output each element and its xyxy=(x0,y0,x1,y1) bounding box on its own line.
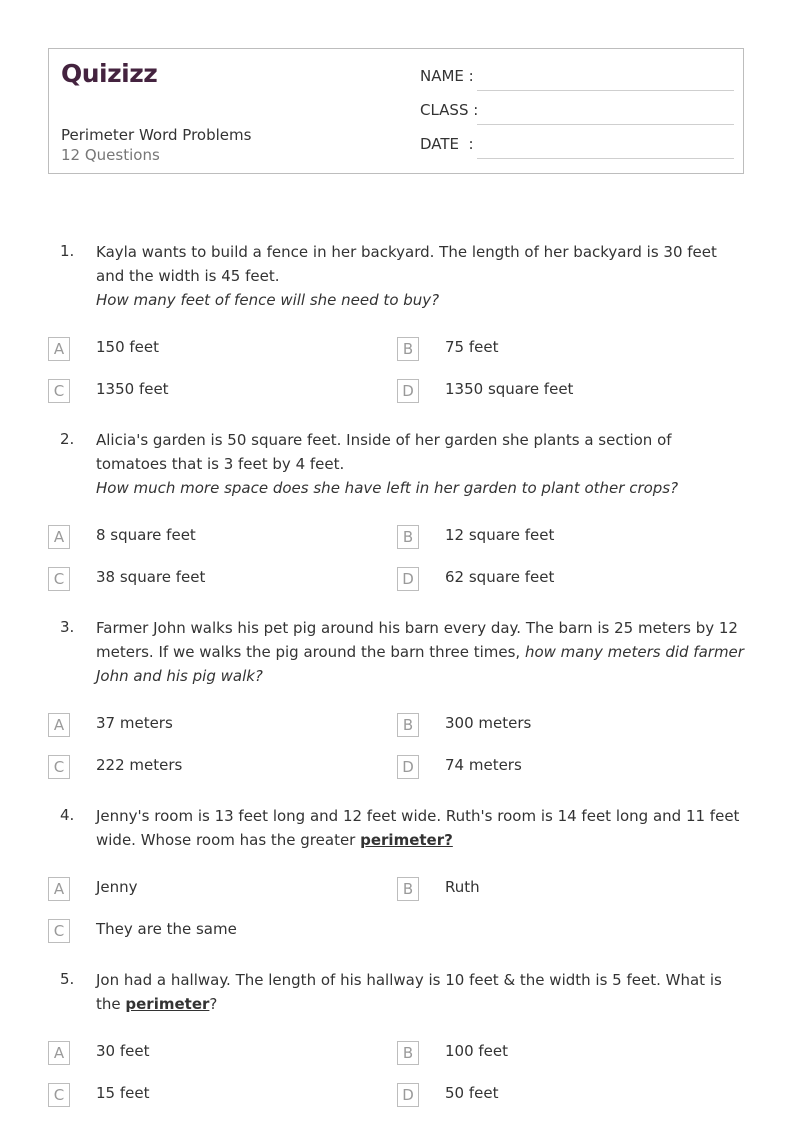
question-tail: ? xyxy=(209,995,218,1013)
question-body: Alicia's garden is 50 square feet. Inside of her garden she plants a section of tomatoes that is 3 feet by 4 feet. xyxy=(96,431,672,473)
option-letter: C xyxy=(48,1083,70,1107)
option-text: 62 square feet xyxy=(445,568,555,586)
quizizz-logo: Quizizz xyxy=(61,59,158,88)
class-label: CLASS : xyxy=(420,101,479,119)
question-number: 4. xyxy=(60,806,75,824)
question-number: 5. xyxy=(60,970,75,988)
question-number: 2. xyxy=(60,430,75,448)
option-text: 50 feet xyxy=(445,1084,499,1102)
worksheet-title: Perimeter Word Problems xyxy=(61,126,252,144)
option-letter: C xyxy=(48,567,70,591)
option-text: 150 feet xyxy=(96,338,160,356)
question-number: 1. xyxy=(60,242,75,260)
option-text: 222 meters xyxy=(96,756,183,774)
class-line[interactable] xyxy=(477,124,734,125)
question-number: 3. xyxy=(60,618,75,636)
option-text: 100 feet xyxy=(445,1042,509,1060)
option-letter: C xyxy=(48,755,70,779)
option-letter: A xyxy=(48,877,70,901)
option-text: 38 square feet xyxy=(96,568,206,586)
option-letter: A xyxy=(48,713,70,737)
option-letter: B xyxy=(397,713,419,737)
option-text: 75 feet xyxy=(445,338,499,356)
option-letter: A xyxy=(48,337,70,361)
option-text: 30 feet xyxy=(96,1042,150,1060)
option-text: Jenny xyxy=(96,878,138,896)
date-line[interactable] xyxy=(477,158,734,159)
question-body: Kayla wants to build a fence in her backyard. The length of her backyard is 30 feet and the width is 45 feet. xyxy=(96,243,717,285)
option-text: 74 meters xyxy=(445,756,522,774)
question-prompt: How much more space does she have left in her garden to plant other crops? xyxy=(96,479,679,497)
question-count: 12 Questions xyxy=(61,146,160,164)
question-text xyxy=(96,804,746,852)
question-body: Jon had a hallway. The length of his hallway is 10 feet & the width is 5 feet. What is the xyxy=(96,971,722,1013)
option-text: 1350 feet xyxy=(96,380,169,398)
option-letter: D xyxy=(397,755,419,779)
option-letter: D xyxy=(397,567,419,591)
question-text xyxy=(96,968,746,1016)
option-text: They are the same xyxy=(96,920,237,938)
date-label: DATE : xyxy=(420,135,474,153)
option-letter: B xyxy=(397,337,419,361)
option-letter: B xyxy=(397,877,419,901)
option-text: 8 square feet xyxy=(96,526,196,544)
option-letter: D xyxy=(397,1083,419,1107)
option-letter: C xyxy=(48,919,70,943)
date-field[interactable] xyxy=(420,135,734,159)
option-text: 300 meters xyxy=(445,714,532,732)
perimeter-emphasis: perimeter? xyxy=(360,831,453,849)
option-text: Ruth xyxy=(445,878,480,896)
perimeter-emphasis: perimeter xyxy=(125,995,210,1013)
option-text: 12 square feet xyxy=(445,526,555,544)
question-text xyxy=(96,428,746,500)
option-letter: B xyxy=(397,525,419,549)
question-text xyxy=(96,240,746,312)
option-text: 37 meters xyxy=(96,714,173,732)
option-letter: A xyxy=(48,525,70,549)
option-text: 15 feet xyxy=(96,1084,150,1102)
question-prompt: How many feet of fence will she need to buy? xyxy=(96,291,440,309)
class-field[interactable] xyxy=(420,101,734,125)
option-letter: C xyxy=(48,379,70,403)
question-prompt: how many meters did farmer John and his pig walk? xyxy=(96,643,744,685)
name-label: NAME : xyxy=(420,67,474,85)
worksheet-header xyxy=(48,48,744,174)
question-body: Farmer John walks his pet pig around his barn every day. The barn is 25 meters by 12 meters. If we walks the pig around the barn three times, xyxy=(96,619,738,661)
option-letter: D xyxy=(397,379,419,403)
name-line[interactable] xyxy=(477,90,734,91)
option-letter: A xyxy=(48,1041,70,1065)
name-field[interactable] xyxy=(420,67,734,91)
option-text: 1350 square feet xyxy=(445,380,574,398)
question-text xyxy=(96,616,746,688)
question-body: Jenny's room is 13 feet long and 12 feet wide. Ruth's room is 14 feet long and 11 feet wide. Whose room has the greater xyxy=(96,807,740,849)
option-letter: B xyxy=(397,1041,419,1065)
